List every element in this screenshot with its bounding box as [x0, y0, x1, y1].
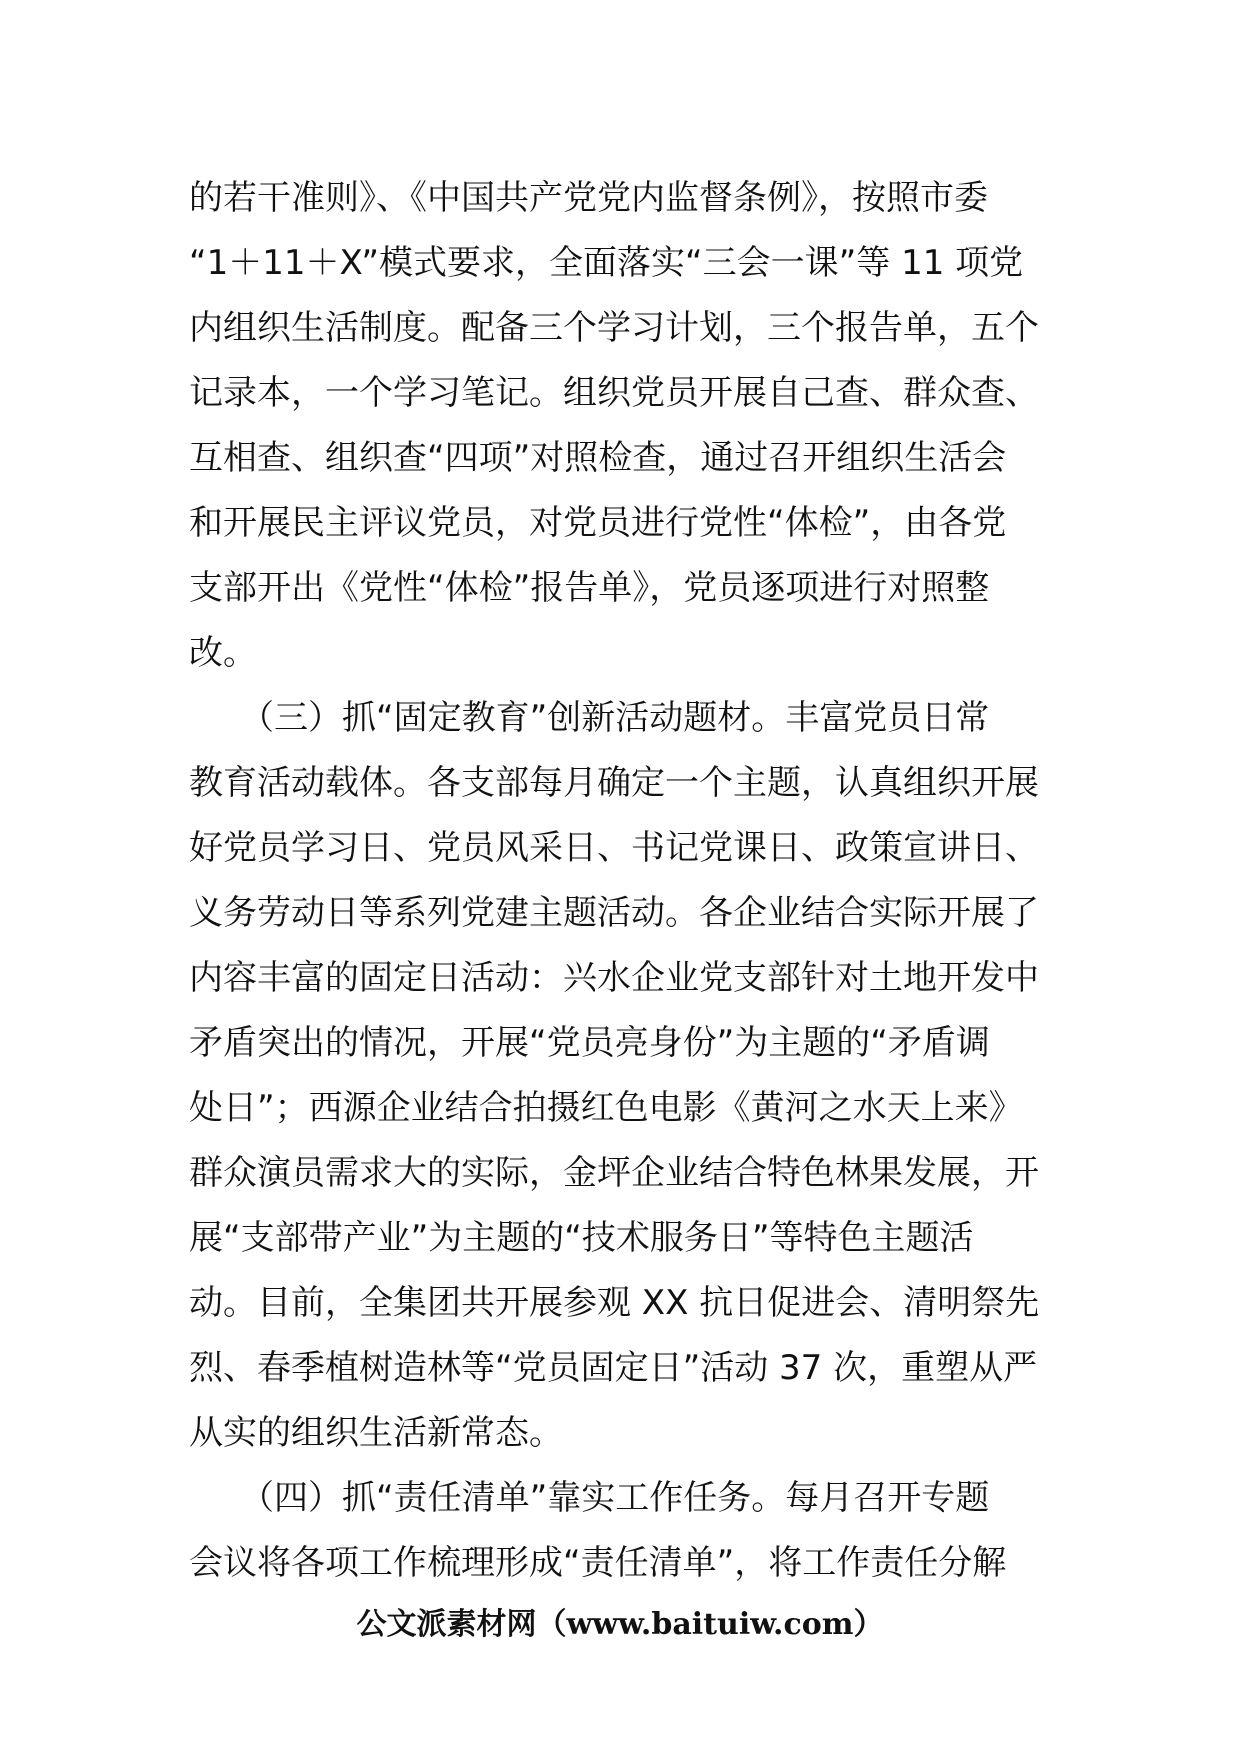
- text-line: 的若干准则》、《中国共产党党内监督条例》，按照市委: [189, 178, 988, 218]
- text-line: （三）抓“固定教育”创新活动题材。丰富党员日常: [189, 698, 990, 738]
- text-line: 支部开出《党性“体检”报告单》，党员逐项进行对照整: [189, 568, 990, 608]
- text-line: 内组织生活制度。配备三个学习计划，三个报告单，五个: [189, 308, 1039, 348]
- footer-watermark: 公文派素材网（www.baituiw.com）: [356, 1607, 884, 1642]
- text-line: 矛盾突出的情况，开展“党员亮身份”为主题的“矛盾调: [189, 1023, 990, 1063]
- text-line: 教育活动载体。各支部每月确定一个主题，认真组织开展: [189, 763, 1039, 803]
- text-line: 义务劳动日等系列党建主题活动。各企业结合实际开展了: [189, 893, 1039, 933]
- text-line: “1＋11＋X”模式要求，全面落实“三会一课”等 11 项党: [189, 243, 1024, 283]
- text-line: 动。目前，全集团共开展参观 XX 抗日促进会、清明祭先: [189, 1283, 1040, 1323]
- text-line: 群众演员需求大的实际，金坪企业结合特色林果发展，开: [189, 1153, 1039, 1193]
- text-line: 处日”；西源企业结合拍摄红色电影《黄河之水天上来》: [189, 1088, 1023, 1128]
- text-line: 记录本，一个学习笔记。组织党员开展自己查、群众查、: [189, 373, 1039, 413]
- text-line: 展“支部带产业”为主题的“技术服务日”等特色主题活: [189, 1218, 974, 1258]
- text-line: 烈、春季植树造林等“党员固定日”活动 37 次，重塑从严: [189, 1348, 1038, 1388]
- document-body: [189, 166, 1059, 1596]
- text-line: 好党员学习日、党员风采日、书记党课日、政策宣讲日、: [189, 828, 1039, 868]
- text-line: 互相查、组织查“四项”对照检查，通过召开组织生活会: [189, 438, 1007, 478]
- text-line: 从实的组织生活新常态。: [189, 1413, 563, 1453]
- text-line: 和开展民主评议党员，对党员进行党性“体检”，由各党: [189, 503, 1007, 543]
- text-line: （四）抓“责任清单”靠实工作任务。每月召开专题: [189, 1478, 990, 1518]
- text-line: 内容丰富的固定日活动：兴水企业党支部针对土地开发中: [189, 958, 1039, 998]
- text-line: 改。: [189, 633, 257, 673]
- text-line: 会议将各项工作梳理形成“责任清单”，将工作责任分解: [189, 1543, 1007, 1583]
